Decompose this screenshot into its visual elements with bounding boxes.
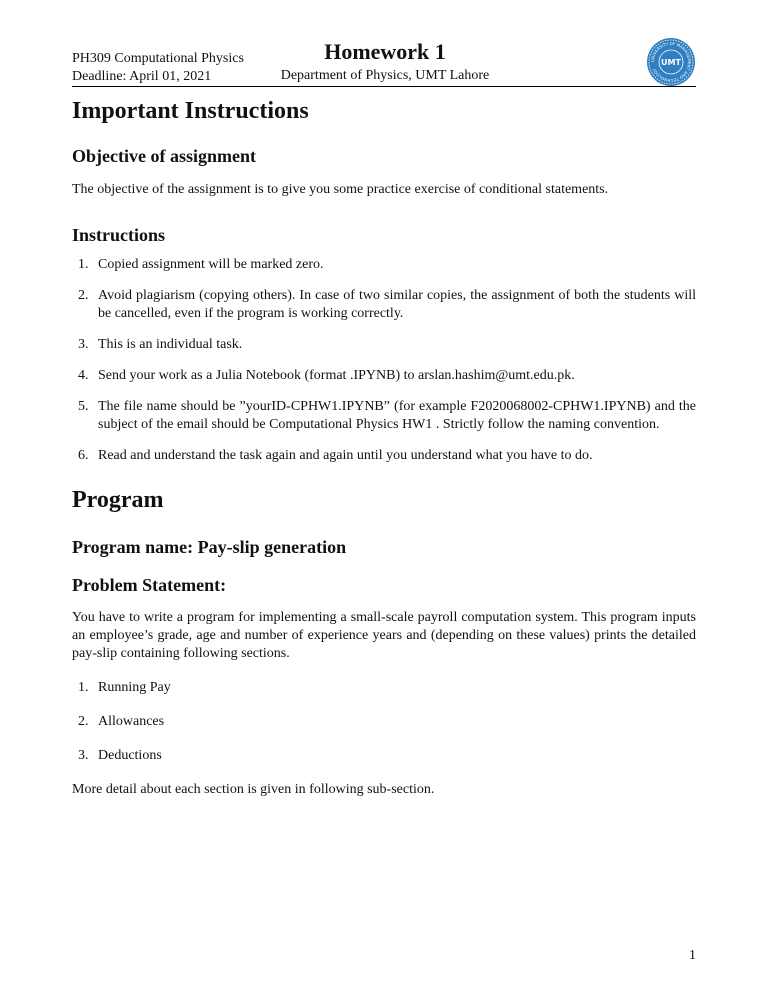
- objective-text: The objective of the assignment is to give you some practice exercise of conditional statements.: [72, 182, 609, 197]
- section-title-program: Program: [72, 487, 164, 513]
- instruction-text: The file name should be ”yourID-CPHW1.IPYNB” (for example F2020068002-CPHW1.IPYNB) and the subject of the email should be Computational Physics HW1 . Strictly follow the naming convention.: [98, 399, 696, 432]
- list-item: 6. Read and understand the task again and again until you understand what you have to do.: [78, 448, 593, 463]
- instructions-heading: Instructions: [72, 225, 166, 245]
- logo-text: UMT: [661, 58, 681, 67]
- header-rule: [72, 86, 696, 87]
- list-item: 1. Running Pay: [78, 680, 171, 695]
- section-title-instructions: Important Instructions: [72, 98, 309, 124]
- list-item: 5. The file name should be ”yourID-CPHW1.IPYNB” (for example F2020068002-CPHW1.IPYNB) and the subject of the email should be Computational Physics HW1 . Strictly follow the naming convention.: [78, 399, 696, 432]
- page-content: [72, 96, 696, 799]
- payslip-sections-list: [72, 679, 696, 765]
- more-detail-text: More detail about each section is given in following sub-section.: [72, 782, 435, 797]
- list-item: 4. Send your work as a Julia Notebook (format .IPYNB) to arslan.hashim@umt.edu.pk.: [78, 368, 575, 383]
- logo-ring-text: UNIVERSITY OF MANAGEMENT AND TECHNOLOGY: [649, 40, 693, 84]
- header-center: [270, 40, 500, 85]
- instruction-text: This is an individual task.: [98, 337, 243, 352]
- section-name: Allowances: [98, 714, 165, 729]
- page-number: 1: [689, 948, 696, 963]
- list-item: 2. Allowances: [78, 714, 165, 729]
- problem-statement-text: You have to write a program for implementing a small-scale payroll computation system. This program inputs an employee’s grade, age and number of experience years and (depending on these values) prints the detailed pay-slip containing following sections.: [72, 610, 696, 661]
- problem-statement-heading: Problem Statement:: [72, 575, 227, 595]
- instruction-text: Read and understand the task again and again until you understand what you have to do.: [98, 448, 593, 463]
- list-item: 3. This is an individual task.: [78, 337, 243, 352]
- deadline: Deadline: April 01, 2021: [72, 69, 212, 84]
- page-header: [72, 0, 696, 88]
- department: Department of Physics, UMT Lahore: [280, 68, 490, 83]
- instructions-list: [72, 256, 696, 465]
- instruction-text: Avoid plagiarism (copying others). In case of two similar copies, the assignment of both the students will be cancelled, even if the program is working correctly.: [98, 288, 696, 321]
- umt-logo-icon: [646, 37, 696, 87]
- header-left: [72, 50, 244, 86]
- course-code: PH309 Computational Physics: [72, 51, 244, 66]
- objective-heading: Objective of assignment: [72, 146, 256, 166]
- list-item: 3. Deductions: [78, 748, 162, 763]
- homework-title: Homework 1: [324, 39, 446, 64]
- section-name: Running Pay: [98, 680, 171, 695]
- instruction-text: Copied assignment will be marked zero.: [98, 257, 324, 272]
- list-item: 1. Copied assignment will be marked zero.: [78, 257, 324, 272]
- list-item: 2. Avoid plagiarism (copying others). In case of two similar copies, the assignment of both the students will be cancelled, even if the program is working correctly.: [78, 288, 696, 321]
- program-name-heading: Program name: Pay-slip generation: [72, 537, 347, 557]
- instruction-text: Send your work as a Julia Notebook (format .IPYNB) to arslan.hashim@umt.edu.pk.: [98, 368, 575, 383]
- section-name: Deductions: [98, 748, 162, 763]
